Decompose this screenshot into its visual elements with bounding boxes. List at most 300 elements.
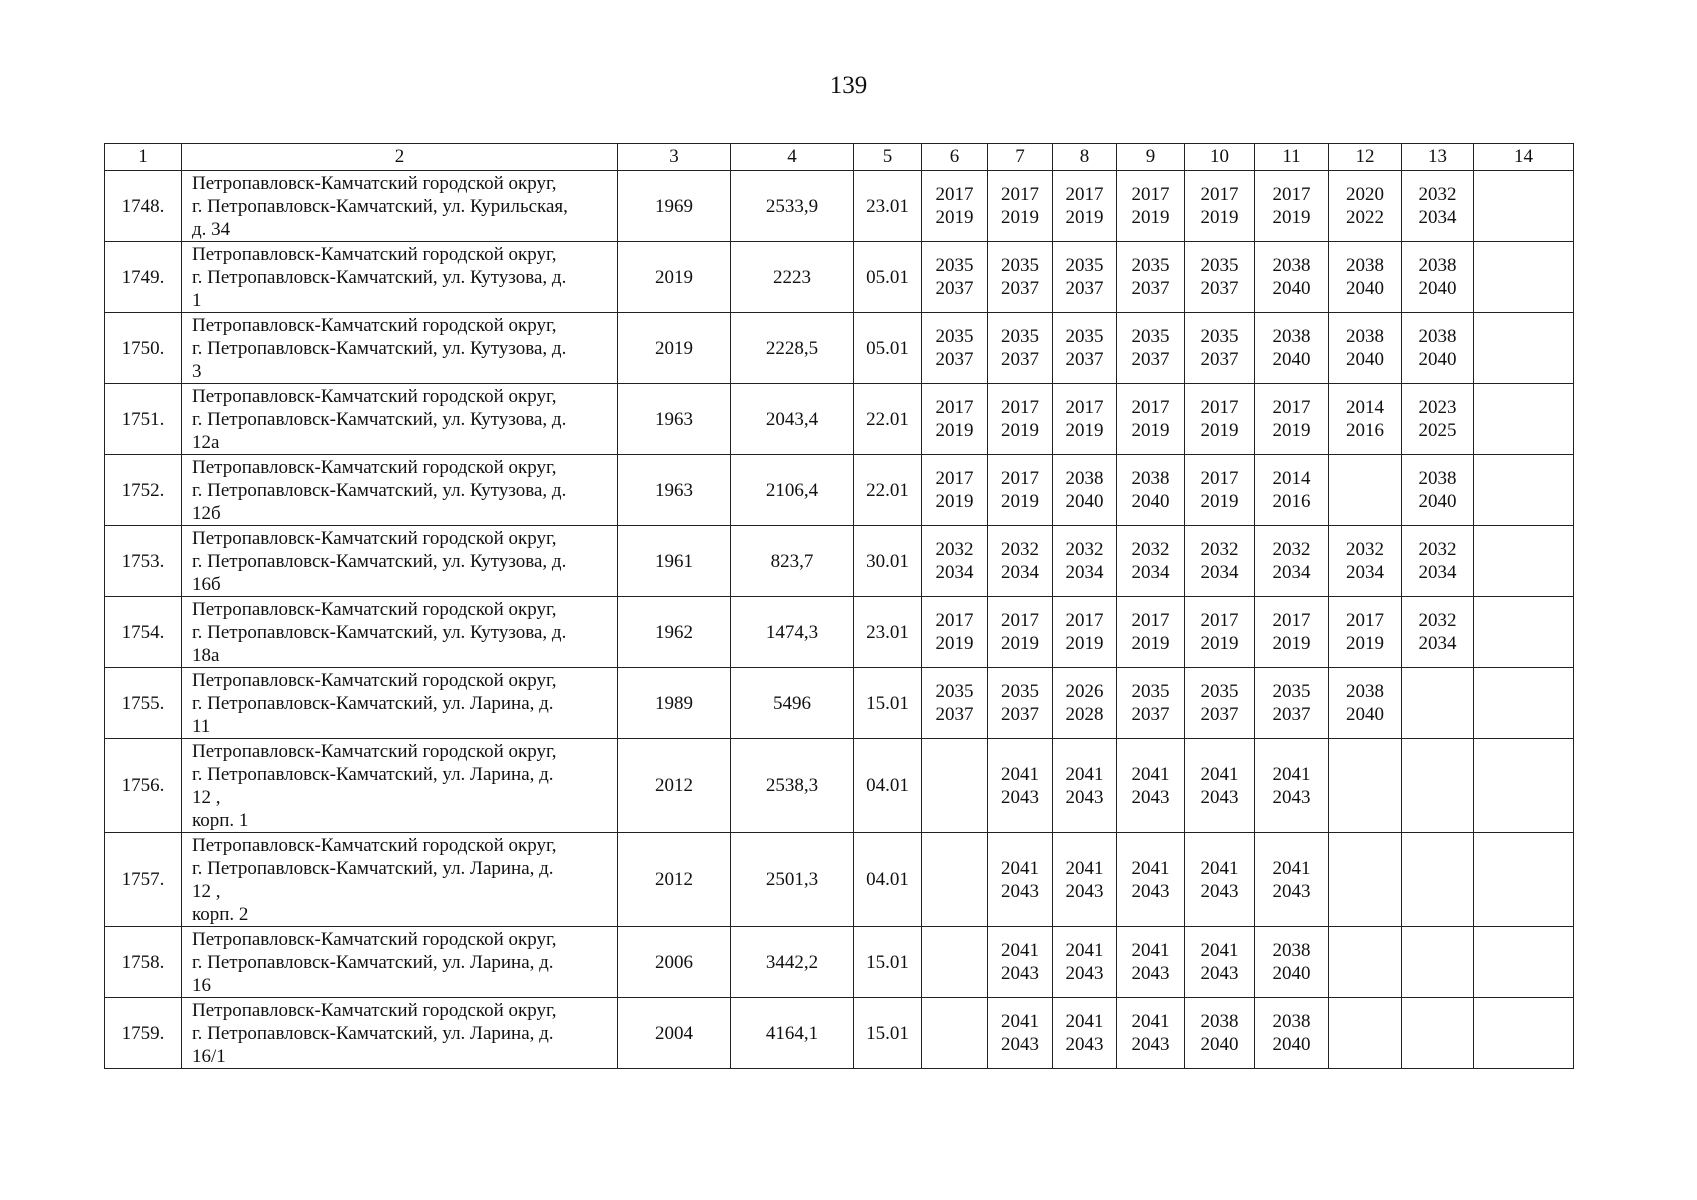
year-value: 2017 [1272, 397, 1311, 418]
year-value: 2041 [1065, 857, 1104, 879]
year-value: 2038 [1272, 940, 1311, 961]
year-range-cell [988, 526, 1053, 597]
year-value: 2016 [1346, 420, 1384, 441]
year-range-cell [1474, 171, 1574, 242]
table-row [105, 833, 1574, 927]
year-range-cell [1329, 833, 1402, 927]
year-range-cell [1474, 833, 1574, 927]
address-line: г. Петропавловск-Камчатский, ул. Ларина, д. [192, 857, 554, 879]
year-range-cell [1053, 668, 1117, 739]
column-header: 9 [1117, 144, 1185, 171]
year-range-cell [1402, 171, 1474, 242]
code: 15.01 [854, 998, 922, 1069]
code: 23.01 [854, 171, 922, 242]
year-value: 2037 [1131, 349, 1170, 370]
year-value: 2019 [1131, 207, 1170, 228]
year-value: 2017 [1131, 184, 1170, 205]
year-range-cell [988, 171, 1053, 242]
year-value: 2032 [1065, 539, 1104, 560]
year-value: 2017 [935, 610, 974, 631]
year-range-cell [1117, 833, 1185, 927]
row-number: 1751. [105, 384, 182, 455]
year-range-cell [922, 526, 988, 597]
year-range-cell [1255, 998, 1329, 1069]
address-line: Петропавловск-Камчатский городской округ, [192, 385, 557, 407]
year-value: 2037 [1065, 349, 1104, 370]
year-range-cell [1185, 384, 1255, 455]
year-range-cell [1402, 668, 1474, 739]
build-year: 1961 [618, 526, 731, 597]
year-range-cell [1185, 455, 1255, 526]
year-value: 2032 [1272, 539, 1311, 560]
area: 823,7 [731, 526, 854, 597]
column-header: 3 [618, 144, 731, 171]
area: 2223 [731, 242, 854, 313]
build-year: 1969 [618, 171, 731, 242]
address-line: г. Петропавловск-Камчатский, ул. Ларина, д. [192, 692, 554, 714]
year-range-cell [1329, 927, 1402, 998]
year-value: 2035 [1131, 326, 1170, 347]
year-value: 2037 [935, 278, 974, 299]
address-cell [182, 998, 618, 1069]
address-line: г. Петропавловск-Камчатский, ул. Кутузова, д. [192, 550, 567, 572]
year-value: 2019 [1001, 420, 1039, 441]
year-value: 2043 [1200, 963, 1239, 984]
year-value: 2037 [935, 704, 974, 725]
year-range-cell [922, 668, 988, 739]
year-range-cell [988, 597, 1053, 668]
year-value: 2026 [1065, 681, 1104, 702]
year-range-cell [1117, 171, 1185, 242]
area: 2043,4 [731, 384, 854, 455]
year-value: 2034 [1131, 562, 1170, 583]
address-cell [182, 927, 618, 998]
column-header: 7 [988, 144, 1053, 171]
address-line: Петропавловск-Камчатский городской округ, [192, 598, 557, 620]
address-line: 18а [192, 644, 220, 666]
year-range-cell [1053, 998, 1117, 1069]
year-range-cell [1117, 384, 1185, 455]
year-range-cell [1255, 668, 1329, 739]
year-value: 2019 [1131, 420, 1170, 441]
year-value: 2043 [1272, 786, 1311, 808]
area: 3442,2 [731, 927, 854, 998]
year-value: 2028 [1065, 704, 1104, 725]
year-value: 2019 [1001, 491, 1039, 512]
year-value: 2041 [1065, 763, 1104, 785]
year-range-cell [1053, 927, 1117, 998]
address-line: г. Петропавловск-Камчатский, ул. Ларина, д. [192, 1022, 554, 1044]
year-value: 2043 [1001, 786, 1039, 808]
year-value: 2040 [1418, 491, 1457, 512]
year-value: 2043 [1272, 880, 1311, 902]
row-number: 1752. [105, 455, 182, 526]
year-value: 2040 [1346, 349, 1384, 370]
year-value: 2019 [1001, 207, 1039, 228]
year-value: 2017 [1001, 184, 1039, 205]
year-value: 2019 [1272, 207, 1311, 228]
year-range-cell [1474, 597, 1574, 668]
year-value: 2014 [1346, 397, 1384, 418]
year-range-cell [1474, 739, 1574, 833]
year-value: 2037 [1272, 704, 1311, 725]
address-line: Петропавловск-Камчатский городской округ, [192, 928, 557, 950]
housing-register-table [104, 143, 1574, 1069]
year-value: 2038 [1418, 468, 1457, 489]
year-range-cell [1255, 927, 1329, 998]
year-value: 2043 [1001, 1034, 1039, 1055]
year-value: 2017 [1001, 468, 1039, 489]
year-value: 2032 [1131, 539, 1170, 560]
address-line: Петропавловск-Камчатский городской округ, [192, 243, 557, 265]
year-range-cell [1255, 833, 1329, 927]
build-year: 1963 [618, 384, 731, 455]
year-value: 2019 [1272, 420, 1311, 441]
year-range-cell [1255, 242, 1329, 313]
address-line: Петропавловск-Камчатский городской округ, [192, 740, 557, 762]
year-value: 2041 [1272, 857, 1311, 879]
year-value: 2017 [1131, 397, 1170, 418]
year-value: 2017 [1001, 610, 1039, 631]
column-header: 5 [854, 144, 922, 171]
year-value: 2037 [1131, 704, 1170, 725]
year-range-cell [1329, 668, 1402, 739]
year-value: 2040 [1272, 278, 1311, 299]
year-range-cell [1329, 171, 1402, 242]
year-value: 2019 [1200, 420, 1239, 441]
address-cell [182, 526, 618, 597]
page-number: 139 [829, 72, 868, 99]
address-cell [182, 242, 618, 313]
build-year: 1963 [618, 455, 731, 526]
year-range-cell [988, 927, 1053, 998]
column-header: 4 [731, 144, 854, 171]
build-year: 2012 [618, 739, 731, 833]
table-row [105, 739, 1574, 833]
build-year: 2019 [618, 242, 731, 313]
year-value: 2019 [935, 420, 974, 441]
code: 05.01 [854, 242, 922, 313]
area: 2501,3 [731, 833, 854, 927]
row-number: 1750. [105, 313, 182, 384]
address-line: 12 , [192, 786, 221, 808]
year-value: 2017 [1200, 610, 1239, 631]
row-number: 1756. [105, 739, 182, 833]
year-range-cell [1117, 313, 1185, 384]
year-value: 2017 [1001, 397, 1039, 418]
year-range-cell [1402, 313, 1474, 384]
year-range-cell [1185, 597, 1255, 668]
year-range-cell [1117, 998, 1185, 1069]
area: 1474,3 [731, 597, 854, 668]
year-range-cell [988, 998, 1053, 1069]
year-value: 2038 [1272, 1011, 1311, 1032]
year-range-cell [1329, 597, 1402, 668]
year-value: 2040 [1272, 349, 1311, 370]
year-value: 2017 [1272, 184, 1311, 205]
year-range-cell [1402, 242, 1474, 313]
year-range-cell [922, 739, 988, 833]
year-value: 2020 [1346, 184, 1384, 205]
year-range-cell [1255, 455, 1329, 526]
address-line: г. Петропавловск-Камчатский, ул. Кутузова, д. [192, 408, 567, 430]
year-range-cell [1329, 384, 1402, 455]
area: 2106,4 [731, 455, 854, 526]
year-range-cell [1402, 455, 1474, 526]
year-range-cell [988, 668, 1053, 739]
year-value: 2035 [1200, 681, 1239, 702]
year-value: 2043 [1131, 786, 1170, 808]
year-value: 2040 [1065, 491, 1104, 512]
year-range-cell [988, 384, 1053, 455]
year-value: 2041 [1065, 1011, 1104, 1032]
year-value: 2035 [1001, 326, 1039, 347]
column-header: 10 [1185, 144, 1255, 171]
year-value: 2019 [1001, 633, 1039, 654]
year-value: 2022 [1346, 207, 1384, 228]
year-value: 2041 [1065, 940, 1104, 961]
year-value: 2035 [1272, 681, 1311, 702]
year-range-cell [1053, 171, 1117, 242]
year-range-cell [1053, 313, 1117, 384]
year-value: 2035 [935, 255, 974, 276]
year-range-cell [1185, 526, 1255, 597]
area: 5496 [731, 668, 854, 739]
year-value: 2043 [1131, 1034, 1170, 1055]
year-value: 2014 [1272, 468, 1311, 489]
address-line: г. Петропавловск-Камчатский, ул. Курильская, [192, 195, 568, 217]
year-range-cell [1474, 313, 1574, 384]
year-value: 2035 [1131, 255, 1170, 276]
year-value: 2025 [1418, 420, 1457, 441]
area: 2538,3 [731, 739, 854, 833]
table-row [105, 242, 1574, 313]
year-value: 2032 [1346, 539, 1384, 560]
build-year: 2019 [618, 313, 731, 384]
address-line: 12 , [192, 880, 221, 902]
address-line: Петропавловск-Камчатский городской округ, [192, 314, 557, 336]
code: 05.01 [854, 313, 922, 384]
address-line: г. Петропавловск-Камчатский, ул. Кутузова, д. [192, 266, 567, 288]
code: 30.01 [854, 526, 922, 597]
table-row [105, 384, 1574, 455]
year-range-cell [988, 313, 1053, 384]
address-line: 16 [192, 974, 211, 996]
year-range-cell [1255, 526, 1329, 597]
year-value: 2037 [1200, 278, 1239, 299]
year-value: 2041 [1272, 763, 1311, 785]
year-range-cell [1053, 833, 1117, 927]
year-value: 2035 [1200, 255, 1239, 276]
year-range-cell [1185, 313, 1255, 384]
year-range-cell [1402, 833, 1474, 927]
address-line: 12а [192, 431, 220, 453]
year-value: 2037 [1131, 278, 1170, 299]
table-row [105, 998, 1574, 1069]
year-value: 2041 [1131, 1011, 1170, 1032]
year-range-cell [1117, 242, 1185, 313]
year-value: 2035 [1131, 681, 1170, 702]
year-value: 2043 [1065, 963, 1104, 984]
year-value: 2038 [1272, 326, 1311, 347]
year-value: 2034 [1200, 562, 1239, 583]
table-row [105, 668, 1574, 739]
year-value: 2034 [1418, 633, 1457, 654]
year-range-cell [1053, 455, 1117, 526]
build-year: 1962 [618, 597, 731, 668]
year-value: 2040 [1272, 1034, 1311, 1055]
address-line: г. Петропавловск-Камчатский, ул. Кутузова, д. [192, 621, 567, 643]
year-value: 2043 [1200, 786, 1239, 808]
year-value: 2019 [1065, 633, 1104, 654]
code: 04.01 [854, 833, 922, 927]
year-value: 2043 [1131, 880, 1170, 902]
year-value: 2017 [935, 184, 974, 205]
year-value: 2017 [935, 468, 974, 489]
year-range-cell [1474, 668, 1574, 739]
year-range-cell [1255, 384, 1329, 455]
column-header: 11 [1255, 144, 1329, 171]
row-number: 1759. [105, 998, 182, 1069]
year-value: 2038 [1346, 681, 1384, 702]
year-value: 2037 [1200, 704, 1239, 725]
year-value: 2017 [1200, 184, 1239, 205]
build-year: 1989 [618, 668, 731, 739]
address-line: 11 [192, 715, 211, 737]
year-value: 2040 [1272, 963, 1311, 984]
year-range-cell [1402, 998, 1474, 1069]
year-value: 2035 [1001, 681, 1039, 702]
year-range-cell [1329, 526, 1402, 597]
year-range-cell [1474, 242, 1574, 313]
address-cell [182, 668, 618, 739]
code: 22.01 [854, 455, 922, 526]
year-value: 2043 [1001, 880, 1039, 902]
address-line: Петропавловск-Камчатский городской округ, [192, 527, 557, 549]
column-header: 1 [105, 144, 182, 171]
year-value: 2035 [935, 681, 974, 702]
year-range-cell [1474, 455, 1574, 526]
address-cell [182, 455, 618, 526]
year-value: 2019 [1272, 633, 1311, 654]
year-range-cell [1117, 526, 1185, 597]
year-range-cell [1255, 313, 1329, 384]
year-value: 2041 [1131, 857, 1170, 879]
year-range-cell [1329, 313, 1402, 384]
code: 04.01 [854, 739, 922, 833]
address-line: 12б [192, 502, 221, 524]
year-value: 2037 [935, 349, 974, 370]
area: 4164,1 [731, 998, 854, 1069]
year-range-cell [922, 242, 988, 313]
year-value: 2037 [1065, 278, 1104, 299]
address-cell [182, 171, 618, 242]
year-value: 2019 [1200, 207, 1239, 228]
year-range-cell [1474, 927, 1574, 998]
year-value: 2038 [1065, 468, 1104, 489]
year-value: 2032 [1200, 539, 1239, 560]
year-range-cell [1329, 739, 1402, 833]
year-value: 2035 [1065, 255, 1104, 276]
year-value: 2019 [1346, 633, 1384, 654]
year-range-cell [1329, 455, 1402, 526]
year-value: 2040 [1418, 349, 1457, 370]
row-number: 1748. [105, 171, 182, 242]
year-range-cell [1185, 171, 1255, 242]
year-range-cell [1255, 597, 1329, 668]
column-header: 8 [1053, 144, 1117, 171]
year-value: 2017 [935, 397, 974, 418]
address-line: 16б [192, 573, 221, 595]
column-header: 14 [1474, 144, 1574, 171]
year-range-cell [1255, 171, 1329, 242]
year-range-cell [922, 313, 988, 384]
year-value: 2034 [1001, 562, 1039, 583]
year-value: 2038 [1131, 468, 1170, 489]
year-range-cell [1474, 384, 1574, 455]
address-line: г. Петропавловск-Камчатский, ул. Кутузова, д. [192, 337, 567, 359]
year-range-cell [922, 833, 988, 927]
year-value: 2035 [1001, 255, 1039, 276]
year-value: 2037 [1200, 349, 1239, 370]
year-range-cell [1053, 597, 1117, 668]
address-cell [182, 833, 618, 927]
year-range-cell [1117, 597, 1185, 668]
address-line: Петропавловск-Камчатский городской округ, [192, 172, 557, 194]
year-range-cell [1053, 739, 1117, 833]
year-range-cell [922, 597, 988, 668]
year-value: 2037 [1001, 349, 1039, 370]
address-line: корп. 2 [192, 903, 249, 925]
year-value: 2038 [1418, 255, 1457, 276]
year-value: 2038 [1418, 326, 1457, 347]
year-value: 2034 [1346, 562, 1384, 583]
year-value: 2041 [1200, 763, 1239, 785]
address-line: Петропавловск-Камчатский городской округ, [192, 456, 557, 478]
year-value: 2019 [935, 491, 974, 512]
year-value: 2019 [1065, 207, 1104, 228]
year-value: 2040 [1346, 278, 1384, 299]
year-value: 2041 [1001, 940, 1039, 961]
row-number: 1755. [105, 668, 182, 739]
year-range-cell [1185, 998, 1255, 1069]
year-range-cell [988, 833, 1053, 927]
year-value: 2032 [1418, 610, 1457, 631]
year-value: 2041 [1200, 857, 1239, 879]
year-range-cell [1329, 998, 1402, 1069]
address-line: 3 [192, 360, 202, 382]
address-line: г. Петропавловск-Камчатский, ул. Ларина, д. [192, 763, 554, 785]
year-value: 2037 [1001, 278, 1039, 299]
column-number-row [105, 144, 1574, 171]
year-range-cell [1117, 927, 1185, 998]
year-range-cell [922, 384, 988, 455]
year-range-cell [988, 739, 1053, 833]
year-range-cell [1185, 833, 1255, 927]
year-range-cell [1053, 384, 1117, 455]
address-line: 16/1 [192, 1045, 226, 1067]
row-number: 1758. [105, 927, 182, 998]
address-cell [182, 739, 618, 833]
year-range-cell [1185, 668, 1255, 739]
code: 15.01 [854, 668, 922, 739]
year-value: 2035 [935, 326, 974, 347]
year-value: 2040 [1418, 278, 1457, 299]
year-value: 2035 [1065, 326, 1104, 347]
year-value: 2017 [1065, 610, 1104, 631]
year-range-cell [922, 171, 988, 242]
year-value: 2017 [1346, 610, 1384, 631]
